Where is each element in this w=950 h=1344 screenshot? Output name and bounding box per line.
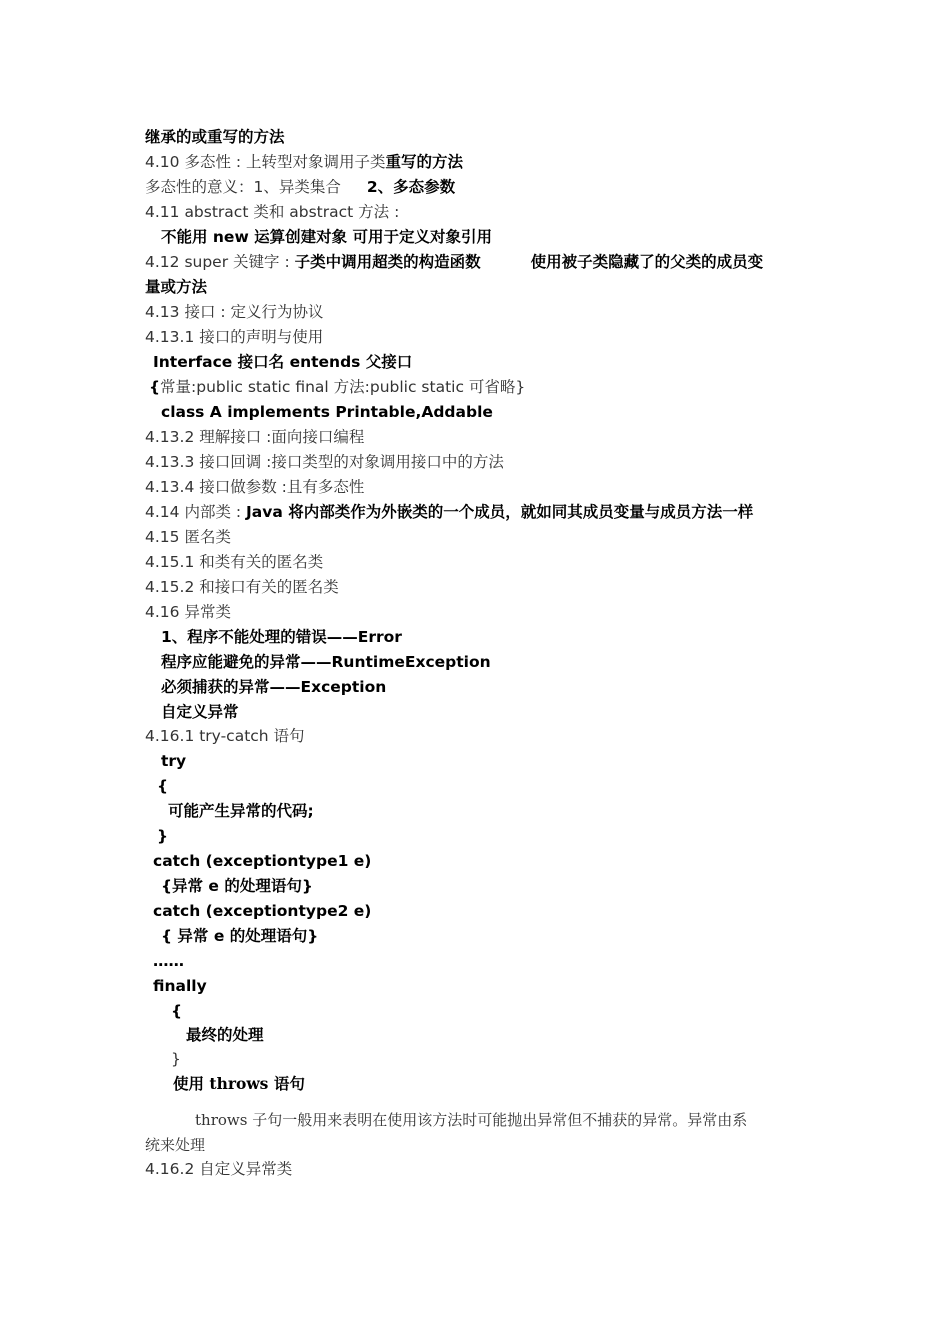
line-text: 4.13.3 接口回调 :接口类型的对象调用接口中的方法	[145, 453, 504, 471]
code-line	[161, 402, 493, 422]
heading-4-11	[145, 202, 399, 222]
line-text: try	[161, 752, 187, 770]
heading-4-13-4	[145, 477, 364, 497]
line-text: 4.13.4 接口做参数 :且有多态性	[145, 478, 365, 496]
code-line	[153, 976, 207, 996]
line-text: 4.12 super 关键字 :	[145, 253, 290, 271]
line-text: 4.15.2 和接口有关的匿名类	[145, 578, 339, 596]
line-text: catch (exceptiontype2 e)	[153, 902, 372, 920]
text-line	[161, 702, 239, 722]
code-line	[153, 901, 371, 921]
line-text: {	[157, 777, 169, 795]
line-text: 4.16.2 自定义异常类	[145, 1160, 293, 1178]
heading-4-16-2	[145, 1159, 292, 1179]
code-line	[149, 377, 525, 397]
paragraph-line	[145, 1135, 205, 1155]
code-line	[157, 826, 168, 846]
heading-4-15-2	[145, 577, 339, 597]
heading-4-13-2	[145, 427, 364, 447]
code-line	[168, 801, 314, 821]
text-line	[161, 227, 492, 247]
line-text: 4.16 异常类	[145, 603, 231, 621]
code-line	[171, 1001, 182, 1021]
heading-4-10	[145, 152, 463, 172]
line-text: 语句	[268, 1075, 305, 1093]
code-line	[161, 926, 318, 946]
line-text: 1、程序不能处理的错误——Error	[161, 628, 402, 646]
line-text: 4.10 多态性 : 上转型对象调用子类	[145, 153, 386, 171]
line-text-bold: 2、多态参数	[366, 178, 456, 196]
heading-4-12	[145, 252, 763, 272]
text-line	[145, 277, 207, 297]
line-text: 量或方法	[145, 278, 208, 296]
line-text: 4.14 内部类 :	[145, 503, 242, 521]
code-line	[153, 951, 184, 971]
heading-4-15-1	[145, 552, 323, 572]
line-text: catch (exceptiontype1 e)	[153, 852, 372, 870]
line-text: 最终的处理	[186, 1026, 264, 1044]
line-text: 4.13 接口 : 定义行为协议	[145, 303, 324, 321]
text-line	[145, 127, 285, 147]
line-text: 4.11 abstract 类和 abstract 方法 :	[145, 203, 400, 221]
line-text-bold: 重写的方法	[385, 153, 464, 171]
heading-4-14	[145, 502, 753, 522]
line-text: 不能用 new 运算创建对象 可用于定义对象引用	[161, 228, 493, 246]
line-text: }	[171, 1050, 181, 1068]
line-text: 可能产生异常的代码;	[168, 802, 314, 820]
line-text: { 异常 e 的处理语句}	[161, 927, 319, 945]
line-text: {	[171, 1002, 183, 1020]
line-text: ……	[153, 952, 184, 970]
line-text: 常量:public static final 方法:public static 可省略}	[160, 378, 526, 396]
text-line	[161, 677, 386, 697]
line-text-bold: Java 将内部类作为外嵌类的一个成员，就如同其成员变量与成员方法一样	[246, 503, 754, 521]
code-line	[161, 876, 313, 896]
code-line	[161, 751, 186, 771]
line-text: 程序应能避免的异常——RuntimeException	[161, 653, 491, 671]
text-line	[161, 627, 402, 647]
heading-4-13-3	[145, 452, 504, 472]
line-text: Interface 接口名 entends 父接口	[153, 353, 413, 371]
line-text: {异常 e 的处理语句}	[161, 877, 313, 895]
heading-4-16-1	[145, 726, 305, 746]
line-text: 4.13.2 理解接口 :面向接口编程	[145, 428, 365, 446]
code-line	[157, 776, 168, 796]
text-line	[173, 1074, 305, 1094]
line-text: throws 子句一般用来表明在使用该方法时可能抛出异常但不捕获的异常。异常由系	[195, 1111, 748, 1129]
code-line	[186, 1025, 264, 1045]
line-text-serif: throws	[209, 1074, 269, 1093]
line-text-bold: 使用被子类隐藏了的父类的成员变	[530, 253, 764, 271]
line-text: 多态性的意义：1、异类集合	[145, 178, 341, 196]
line-text: 4.15 匿名类	[145, 528, 231, 546]
line-text: }	[157, 827, 169, 845]
heading-4-16	[145, 602, 231, 622]
code-line	[153, 352, 412, 372]
heading-4-13-1	[145, 327, 323, 347]
code-line	[153, 851, 371, 871]
line-text: 统来处理	[145, 1136, 206, 1154]
line-text: 必须捕获的异常——Exception	[161, 678, 387, 696]
line-text: 4.13.1 接口的声明与使用	[145, 328, 324, 346]
line-text: 继承的或重写的方法	[145, 128, 285, 146]
paragraph-line	[195, 1110, 747, 1130]
text-line	[145, 177, 455, 197]
text-line	[161, 652, 491, 672]
line-text: 使用	[173, 1075, 210, 1093]
line-text: 4.16.1 try-catch 语句	[145, 727, 305, 745]
line-text: finally	[153, 977, 207, 995]
code-line	[171, 1049, 181, 1069]
line-text-bold: {	[149, 378, 161, 396]
line-text: 自定义异常	[161, 703, 239, 721]
heading-4-13	[145, 302, 324, 322]
line-text: class A implements Printable,Addable	[161, 403, 493, 421]
line-text-bold: 子类中调用超类的构造函数	[294, 253, 481, 271]
line-text: 4.15.1 和类有关的匿名类	[145, 553, 324, 571]
heading-4-15	[145, 527, 231, 547]
